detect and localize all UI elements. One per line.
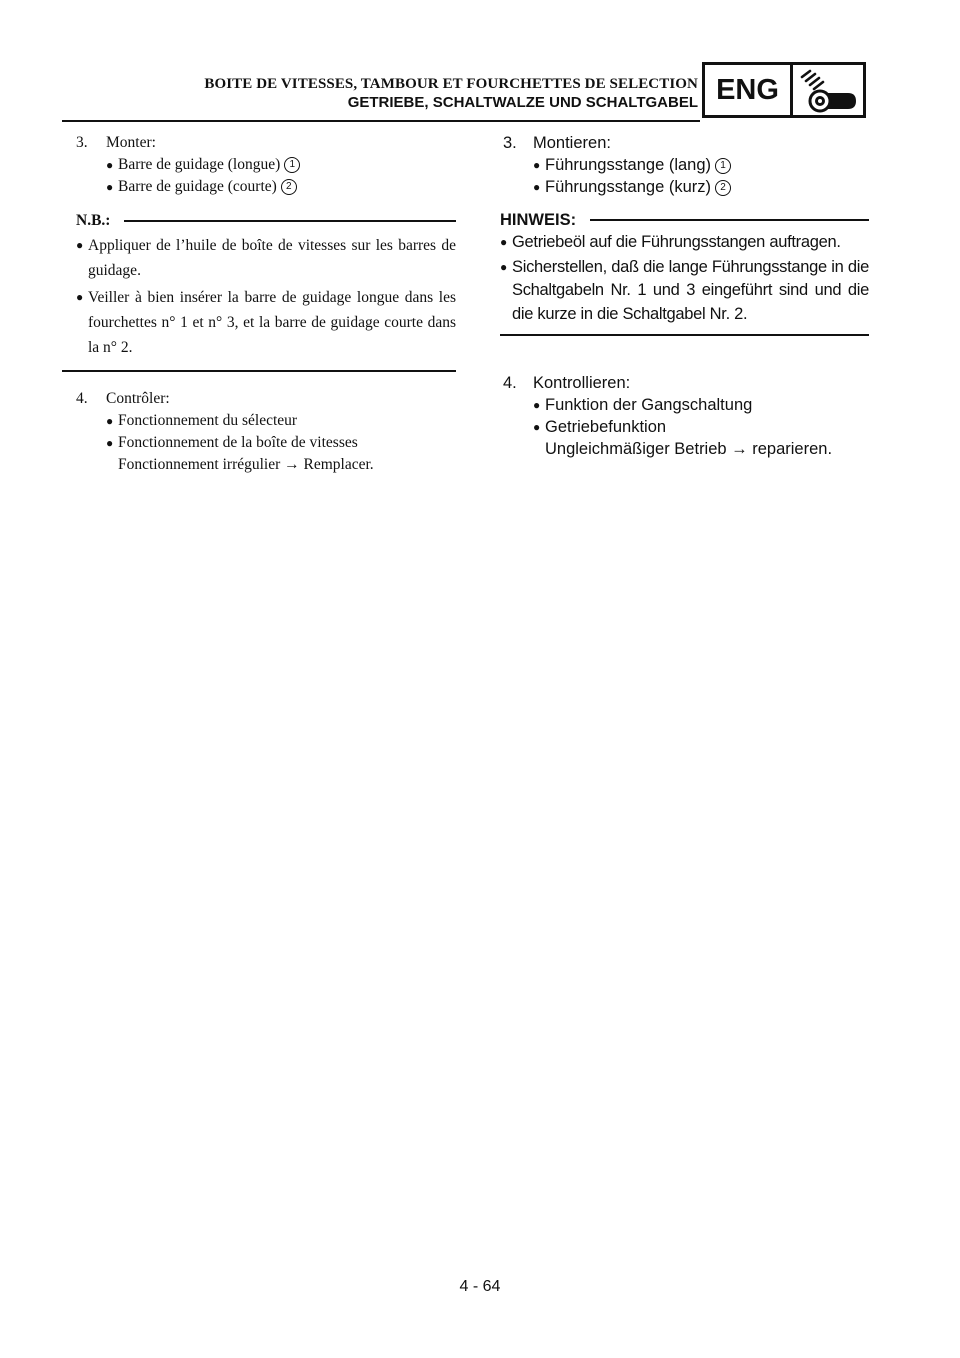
part-ref-circle: 2 xyxy=(281,179,297,195)
bullet-icon: ● xyxy=(106,436,114,450)
de-item-text: Führungsstange (lang) xyxy=(545,156,712,174)
column-french xyxy=(76,132,456,476)
fr-step-3 xyxy=(76,132,456,154)
bullet-icon: ● xyxy=(500,259,508,274)
fr-note-header xyxy=(76,211,456,231)
bullet-icon: ● xyxy=(533,180,541,194)
de-note-item: ● Sicherstellen, daß die lange Führungsstange in die Schaltgabeln Nr. 1 und 3 eingeführt sind und die die kurze in die Schaltgabel Nr. 2. xyxy=(500,256,869,327)
fr-note-item: ● Appliquer de l’huile de boîte de vitesses sur les barres de guidage. xyxy=(76,233,456,283)
de-step-4-number: 4. xyxy=(503,374,517,392)
bullet-icon: ● xyxy=(106,414,114,428)
fr-note-label: N.B.: xyxy=(76,212,111,229)
bullet-icon: ● xyxy=(533,398,541,412)
list-item xyxy=(106,176,456,198)
fr-step-4-list xyxy=(76,410,456,476)
list-item xyxy=(533,154,869,176)
header-rule xyxy=(62,120,700,122)
page-number: 4 - 64 xyxy=(459,1278,501,1295)
bolt-wrench-icon xyxy=(793,65,863,115)
section-badge-label: ENG xyxy=(705,65,793,115)
de-note-item: ● Getriebeöl auf die Führungsstangen auftragen. xyxy=(500,231,869,255)
fr-step-4-title: Contrôler: xyxy=(106,390,170,407)
de-item-text: Führungsstange (kurz) xyxy=(545,178,711,196)
de-step-3-list xyxy=(503,154,869,198)
list-item: ● Funktion der Gangschaltung xyxy=(533,396,753,414)
list-item xyxy=(533,176,869,198)
part-ref-circle: 1 xyxy=(715,158,731,174)
header-title-de: GETRIEBE, SCHALTWALZE UND SCHALTGABEL xyxy=(347,94,698,111)
fr-item-text: Barre de guidage (longue) xyxy=(118,156,281,173)
de-step-3 xyxy=(503,132,869,154)
bullet-icon: ● xyxy=(76,290,84,304)
de-step-3-number: 3. xyxy=(503,134,517,152)
fr-step-3-list xyxy=(76,154,456,198)
bullet-icon: ● xyxy=(106,158,114,172)
fr-step-4-number: 4. xyxy=(76,390,88,407)
bullet-icon: ● xyxy=(533,158,541,172)
de-step-4 xyxy=(503,372,869,394)
note-rule xyxy=(590,219,869,221)
page-header xyxy=(0,0,960,130)
de-note-label: HINWEIS: xyxy=(500,211,577,229)
fr-step-4-result: Fonctionnement irrégulier → Remplacer. xyxy=(118,456,374,473)
fr-step-3-title: Monter: xyxy=(106,134,156,151)
fr-item-text: Barre de guidage (courte) xyxy=(118,178,277,195)
part-ref-circle: 2 xyxy=(715,180,731,196)
list-item: ● Getriebefunktion xyxy=(533,418,667,436)
column-german xyxy=(500,132,869,460)
note-end-rule xyxy=(62,370,456,372)
fr-note-item: ● Veiller à bien insérer la barre de guidage longue dans les fourchettes n° 1 et n° 3, et la barre de guidage courte dans la n° 2. xyxy=(76,285,456,360)
de-note-header xyxy=(500,210,869,230)
de-step-3-title: Montieren: xyxy=(533,134,611,152)
list-item: ● Fonctionnement du sélecteur xyxy=(106,410,456,432)
part-ref-circle: 1 xyxy=(284,157,300,173)
bullet-icon: ● xyxy=(76,238,84,252)
note-end-rule xyxy=(500,334,869,336)
list-item xyxy=(106,154,456,176)
bullet-icon: ● xyxy=(533,420,541,434)
fr-step-4 xyxy=(76,388,456,410)
section-badge xyxy=(702,62,866,118)
bullet-icon: ● xyxy=(106,180,114,194)
de-step-4-title: Kontrollieren: xyxy=(533,374,631,392)
de-step-4-result: Ungleichmäßiger Betrieb → reparieren. xyxy=(545,440,833,458)
fr-step-3-number: 3. xyxy=(76,134,88,151)
list-item: ● Fonctionnement de la boîte de vitesses xyxy=(106,432,456,454)
bullet-icon: ● xyxy=(500,235,508,249)
header-title-fr: BOITE DE VITESSES, TAMBOUR ET FOURCHETTES DE SELECTION xyxy=(204,76,698,92)
de-step-4-list xyxy=(503,394,869,460)
note-rule xyxy=(124,220,456,222)
